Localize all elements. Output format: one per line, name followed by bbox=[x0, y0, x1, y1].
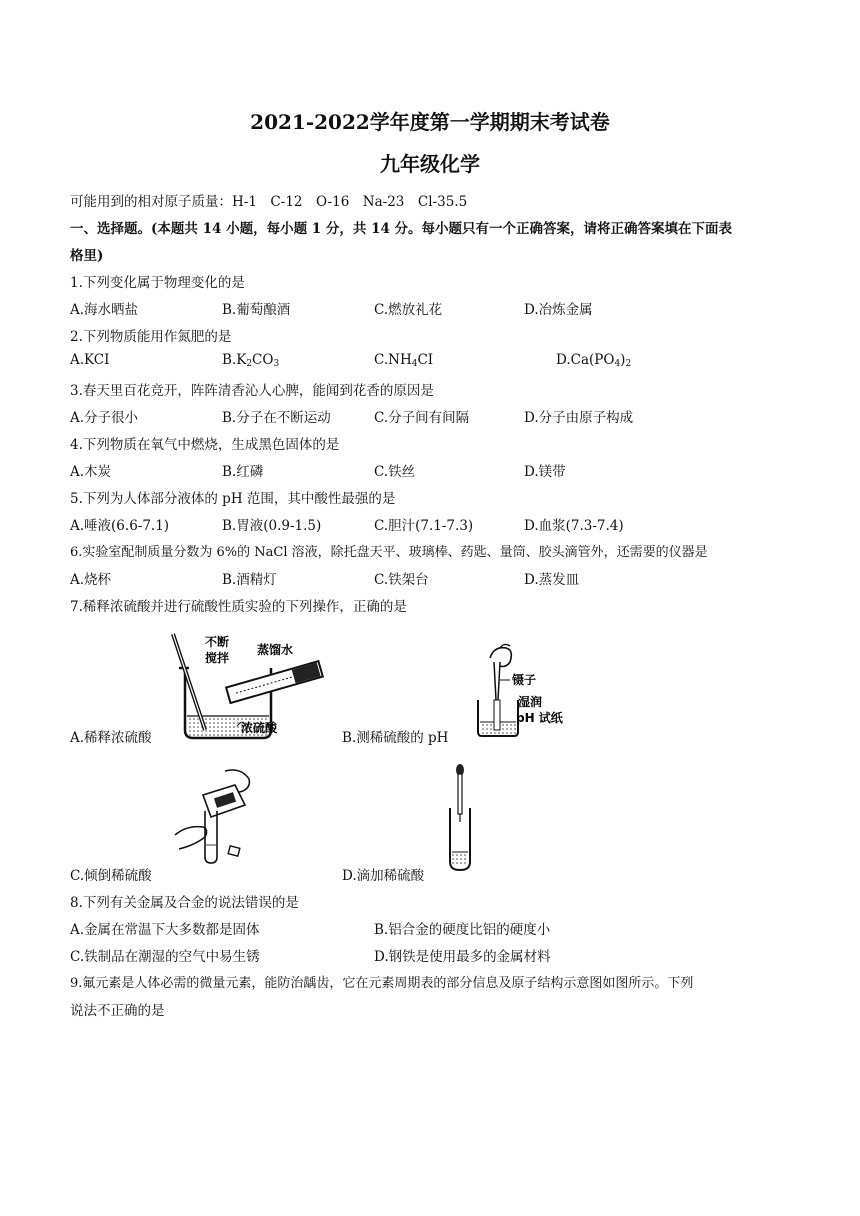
exam-subtitle: 九年级化学 bbox=[380, 152, 480, 176]
atomic-masses: 可能用到的相对原子质量：H-1 C-12 O-16 Na-23 Cl-35.5 bbox=[70, 194, 468, 210]
q6-option-c: C.铁架台 bbox=[374, 572, 429, 588]
q8-option-d: D.钢铁是使用最多的金属材料 bbox=[374, 949, 551, 965]
figure-dilute-acid bbox=[165, 626, 340, 746]
q2-option-c: $C.NH_4CI$ bbox=[374, 352, 434, 369]
q2-option-b: $B.K_2CO_3$ bbox=[222, 352, 280, 369]
q6-option-d: D.蒸发皿 bbox=[524, 572, 580, 588]
q4-option-d: D.镁带 bbox=[524, 464, 566, 480]
q7-option-c: C.倾倒稀硫酸 bbox=[70, 868, 152, 884]
exam-title: 2021-2022学年度第一学期期末考试卷 bbox=[250, 110, 610, 134]
q8-option-c: C.铁制品在潮湿的空气中易生锈 bbox=[70, 949, 260, 965]
q5-option-c: C.胆汁(7.1-7.3) bbox=[374, 518, 474, 534]
q4-option-a: A.木炭 bbox=[70, 464, 112, 480]
svg-text:湿润: 湿润 bbox=[518, 695, 543, 709]
svg-text:镊子: 镊子 bbox=[512, 673, 537, 687]
figure-drop-acid bbox=[440, 762, 480, 874]
q3-option-a: A.分子很小 bbox=[70, 410, 139, 426]
q4-option-c: C.铁丝 bbox=[374, 464, 416, 480]
q6-option-b: B.酒精灯 bbox=[222, 572, 277, 588]
q2-option-a: A.KCI bbox=[70, 352, 110, 368]
q1-option-b: B.葡萄酿酒 bbox=[222, 302, 291, 318]
figure-measure-ph bbox=[470, 640, 570, 740]
q1-option-d: D.冶炼金属 bbox=[524, 302, 593, 318]
svg-text:浓硫酸: 浓硫酸 bbox=[241, 721, 278, 735]
question-6-stem: 6.实验室配制质量分数为 6%的 NaCl 溶液，除托盘天平、玻璃棒、药匙、量筒、胶头滴管外，还需要的仪器是 bbox=[70, 545, 708, 560]
question-1-stem: 1.下列变化属于物理变化的是 bbox=[70, 275, 245, 291]
svg-text:不断: 不断 bbox=[205, 635, 230, 649]
question-2-stem: 2.下列物质能用作氮肥的是 bbox=[70, 329, 232, 345]
q5-option-d: D.血浆(7.3-7.4) bbox=[524, 518, 624, 534]
q1-option-a: A.海水晒盐 bbox=[70, 302, 139, 318]
question-7-stem: 7.稀释浓硫酸并进行硫酸性质实验的下列操作，正确的是 bbox=[70, 599, 407, 615]
q5-option-a: A.唾液(6.6-7.1) bbox=[70, 518, 170, 534]
q8-option-a: A.金属在常温下大多数都是固体 bbox=[70, 922, 260, 938]
question-3-stem: 3.春天里百花竞开，阵阵清香沁人心脾，能闻到花香的原因是 bbox=[70, 383, 434, 399]
q3-option-d: D.分子由原子构成 bbox=[524, 410, 634, 426]
q3-option-b: B.分子在不断运动 bbox=[222, 410, 331, 426]
q6-option-a: A.烧杯 bbox=[70, 572, 112, 588]
q7-option-a: A.稀释浓硫酸 bbox=[70, 730, 152, 746]
svg-text:蒸馏水: 蒸馏水 bbox=[257, 643, 294, 657]
svg-text:pH 试纸: pH 试纸 bbox=[516, 711, 563, 725]
q2-option-d: $D.Ca(PO_4)_2$ bbox=[556, 352, 632, 369]
q3-option-c: C.分子间有间隔 bbox=[374, 410, 470, 426]
q7-option-b: B.测稀硫酸的 pH bbox=[342, 730, 449, 746]
question-5-stem: 5.下列为人体部分液体的 pH 范围，其中酸性最强的是 bbox=[70, 491, 396, 507]
q4-option-b: B.红磷 bbox=[222, 464, 264, 480]
q7-option-d: D.滴加稀硫酸 bbox=[342, 868, 425, 884]
q1-option-c: C.燃放礼花 bbox=[374, 302, 443, 318]
section-heading-cont: 格里) bbox=[70, 248, 104, 264]
question-9-stem: 9.氟元素是人体必需的微量元素，能防治龋齿，它在元素周期表的部分信息及原子结构示意图如图所示。下列 bbox=[70, 976, 694, 991]
question-9-stem-cont: 说法不正确的是 bbox=[70, 1003, 165, 1019]
q8-option-b: B.铝合金的硬度比铝的硬度小 bbox=[374, 922, 551, 938]
q5-option-b: B.胃液(0.9-1.5) bbox=[222, 518, 322, 534]
section-heading: 一、选择题。(本题共 14 小题，每小题 1 分，共 14 分。每小题只有一个正确答案，请将正确答案填在下面表 bbox=[70, 221, 733, 237]
figure-pour-acid bbox=[165, 765, 275, 865]
svg-text:搅拌: 搅拌 bbox=[205, 651, 230, 665]
question-4-stem: 4.下列物质在氧气中燃烧，生成黑色固体的是 bbox=[70, 437, 340, 453]
question-8-stem: 8.下列有关金属及合金的说法错误的是 bbox=[70, 895, 299, 911]
